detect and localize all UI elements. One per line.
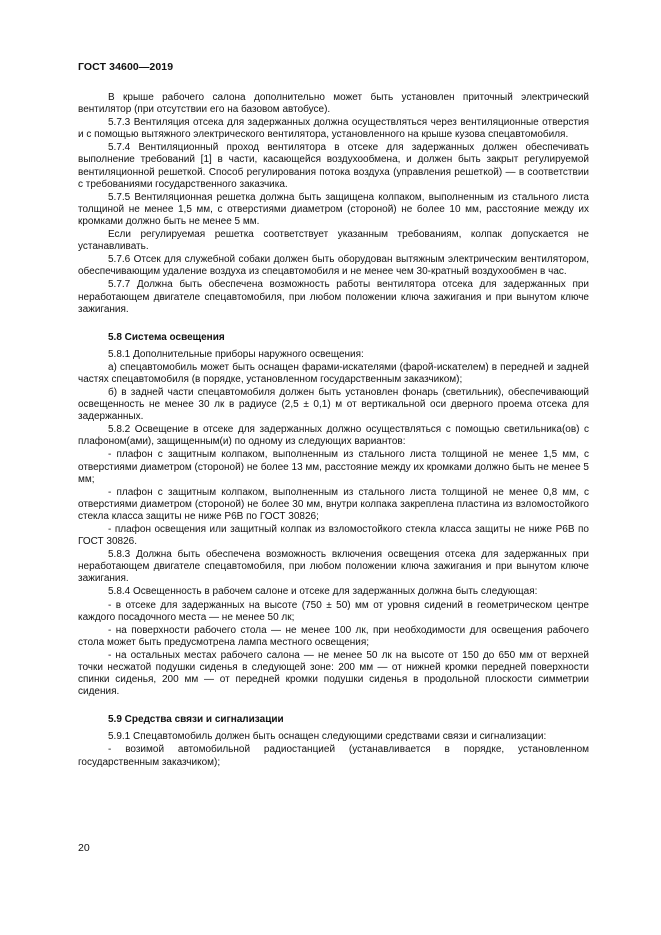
list-item: - в отсеке для задержанных на высоте (750 ± 50) мм от уровня сидений в геометрическом центре каждого посадочного места — не менее 50 лк; xyxy=(78,599,589,623)
section-heading: 5.8 Система освещения xyxy=(108,331,225,343)
paragraph: 5.9.1 Спецавтомобиль должен быть оснащен следующими средствами связи и сигнализации: xyxy=(108,731,547,743)
paragraph: В крыше рабочего салона дополнительно может быть установлен приточный электрический вентилятор (при отсутствии его на базовом автобусе). xyxy=(78,92,589,116)
document-header: ГОСТ 34600—2019 xyxy=(78,61,174,73)
paragraph: 5.7.4 Вентиляционный проход вентилятора в отсеке для задержанных должен обеспечивать выполнение требований [1] в части, касающейся воздухообмена, и должен быть закрыт регулируемой вентиляционной решеткой. Способ регулирования потока воздуха (управления решеткой) — в соответствии с требованиями государственного заказчика. xyxy=(78,142,589,190)
list-item: - плафон освещения или защитный колпак из взломостойкого стекла класса защиты не ниже Р6В по ГОСТ 30826. xyxy=(78,524,589,548)
list-item: - на остальных местах рабочего салона — не менее 50 лк на высоте от 150 до 650 мм от верхней точки несжатой подушки сиденья в следующей зоне: 200 мм — от нижней кромки передней поверхности спинки сиденья, 200 мм — от передней кромки подушки сиденья в продольной плоскости симметрии сидения. xyxy=(78,649,589,698)
paragraph: 5.8.4 Освещенность в рабочем салоне и отсеке для задержанных должна быть следующая: xyxy=(108,586,538,598)
paragraph: 5.7.5 Вентиляционная решетка должна быть защищена колпаком, выполненным из стального листа толщиной не менее 1,5 мм, с отверстиями диаметром (стороной) не более 10 мм, расстояние между их кромками должно быть не менее 5 мм. xyxy=(78,191,589,227)
section-heading: 5.9 Средства связи и сигнализации xyxy=(108,714,284,726)
paragraph: Если регулируемая решетка соответствует указанным требованиям, колпак допускается не устанавливать. xyxy=(78,229,589,253)
paragraph: 5.7.6 Отсек для служебной собаки должен быть оборудован вытяжным электрическим вентилятором, обеспечивающим удаление воздуха из спецавтомобиля и не менее чем 30-кратный воздухообмен в час. xyxy=(78,254,589,278)
paragraph: 5.8.1 Дополнительные приборы наружного освещения: xyxy=(108,348,364,360)
list-item: а) спецавтомобиль может быть оснащен фарами-искателями (фарой-искателем) в передней и задней частях спецавтомобиля (в порядке, установленном государственным заказчиком); xyxy=(78,361,589,385)
document-body xyxy=(78,92,589,769)
list-item: - на поверхности рабочего стола — не менее 100 лк, при необходимости для освещения рабочего стола может быть предусмотрена лампа местного освещения; xyxy=(78,624,589,648)
list-item: - плафон с защитным колпаком, выполненным из стального листа толщиной не менее 0,8 мм, с отверстиями диаметром (стороной) не более 30 мм, внутри колпака закреплена пластина из взломостойкого стекла класса защиты не ниже Р6В по ГОСТ 30826; xyxy=(78,486,589,522)
list-item: - плафон с защитным колпаком, выполненным из стального листа толщиной не менее 1,5 мм, с отверстиями диаметром (стороной) не более 13 мм, расстояние между их кромками должно быть не менее 5 мм; xyxy=(78,449,589,485)
paragraph: 5.8.2 Освещение в отсеке для задержанных должно осуществляться с помощью светильника(ов) с плафоном(ами), защищенным(и) по одному из следующих вариантов: xyxy=(78,424,589,448)
paragraph: 5.7.7 Должна быть обеспечена возможность работы вентилятора отсека для задержанных при неработающем двигателе спецавтомобиля, при любом положении ключа зажигания и при вынутом ключе зажигания. xyxy=(78,279,589,315)
paragraph: 5.7.3 Вентиляция отсека для задержанных должна осуществляться через вентиляционные отверстия и с помощью вытяжного электрического вентилятора, установленного на крыше кузова спецавтомобиля. xyxy=(78,117,589,141)
page-number: 20 xyxy=(78,842,90,854)
list-item: б) в задней части спецавтомобиля должен быть установлен фонарь (светильник), обеспечивающий освещенность не менее 30 лк в радиусе (2,5 ± 0,1) м от вертикальной оси дверного проема отсека для задержанных. xyxy=(78,386,589,423)
list-item: - возимой автомобильной радиостанцией (устанавливается в порядке, установленном государственным заказчиком); xyxy=(78,744,589,768)
paragraph: 5.8.3 Должна быть обеспечена возможность включения освещения отсека для задержанных при неработающем двигателе спецавтомобиля, при любом положении ключа зажигания и при вынутом ключе зажигания. xyxy=(78,549,589,585)
